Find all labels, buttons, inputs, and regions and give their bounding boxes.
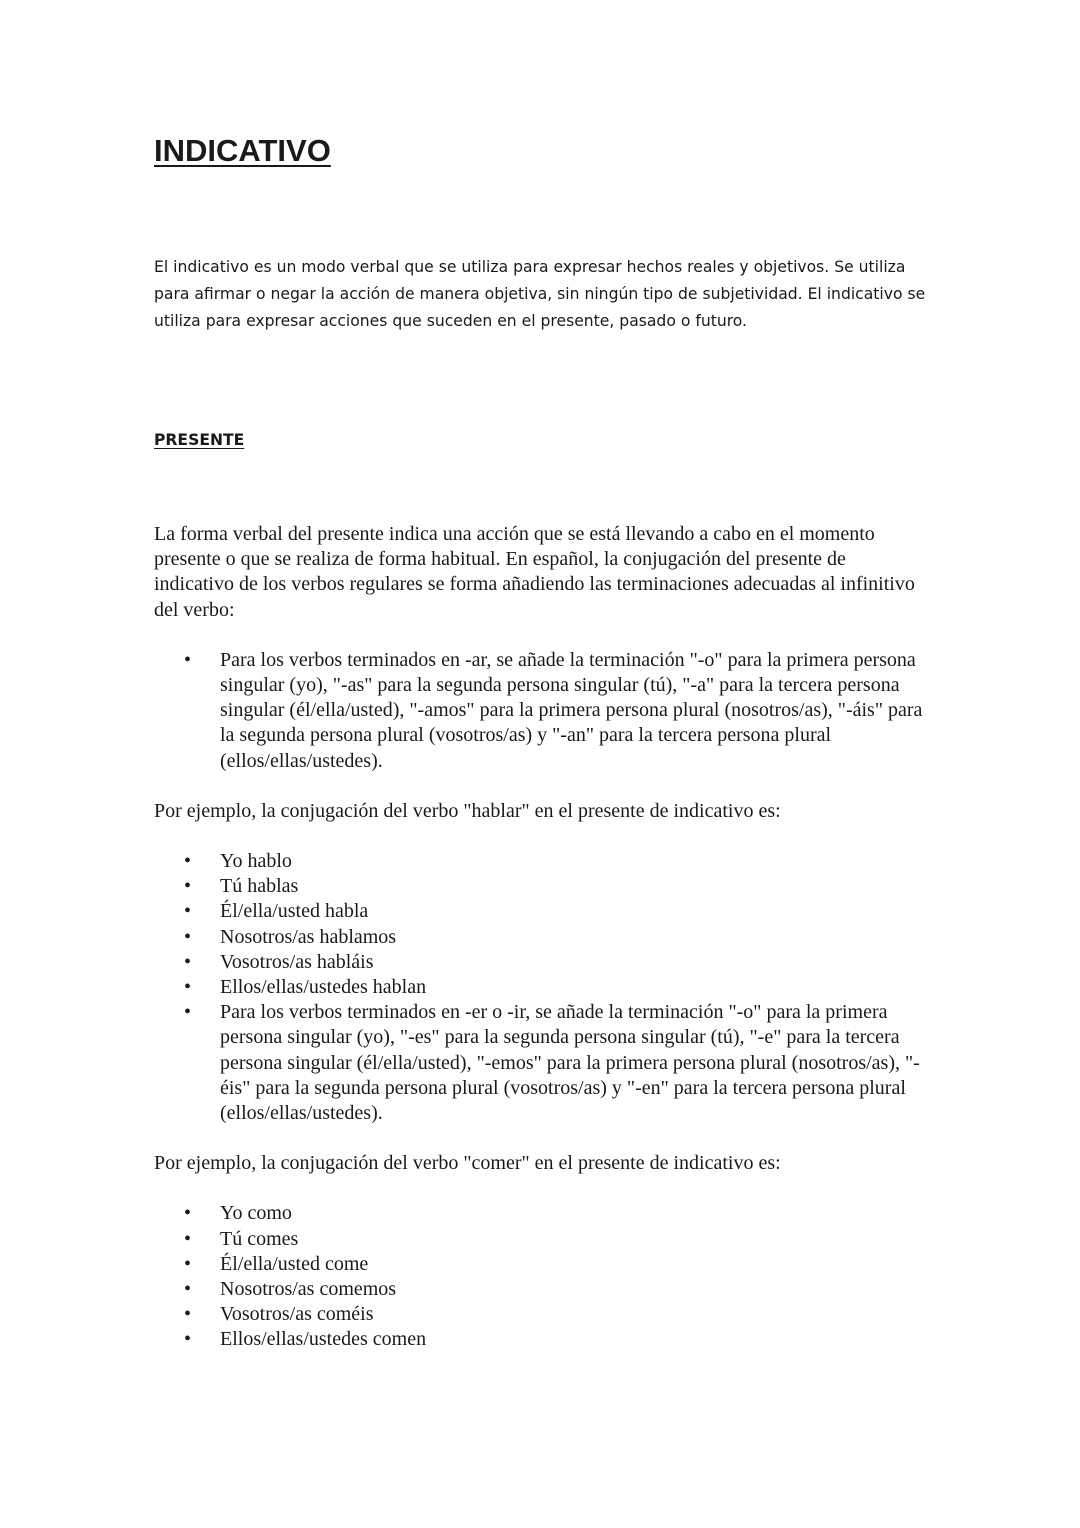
list-item-text: Tú comes [220, 1227, 299, 1250]
list-item [154, 899, 929, 924]
bullet-icon: • [184, 925, 192, 948]
example-comer-intro: Por ejemplo, la conjugación del verbo "comer" en el presente de indicativo es: [154, 1152, 781, 1175]
bullet-icon: • [184, 1202, 192, 1225]
list-item [154, 925, 929, 950]
list-item-text: Ellos/ellas/ustedes comen [220, 1328, 427, 1351]
comer-conjugation-list [154, 1201, 929, 1352]
list-item-text: Para los verbos terminados en -ar, se añade la terminación "-o" para la primera persona singular (yo), "-as" para la segunda persona singular (tú), "-a" para la tercera persona singular (él/ella/usted), "-amos" para la primera persona plural (nosotros/as), "-áis" para la segunda persona plural (vosotros/as) y "-an" para la tercera persona plural (ellos/ellas/ustedes). [220, 648, 923, 772]
presente-body [154, 522, 929, 1353]
list-item [154, 1302, 929, 1327]
list-item [154, 1327, 929, 1352]
list-item-text: Nosotros/as comemos [220, 1278, 397, 1301]
list-item-text: Vosotros/as habláis [220, 950, 374, 973]
list-item-text: Yo como [220, 1202, 292, 1225]
list-item [154, 1201, 929, 1226]
section-heading-presente: PRESENTE [154, 431, 245, 449]
bullet-icon: • [184, 1303, 192, 1326]
list-item-text: Para los verbos terminados en -er o -ir, se añade la terminación "-o" para la primera persona singular (yo), "-es" para la segunda persona singular (tú), "-e" para la tercera persona singular (él/ella/usted), "-emos" para la primera persona plural (nosotros/as), "-éis" para la segunda persona plural (vosotros/as) y "-en" para la tercera persona plural (ellos/ellas/ustedes). [220, 1001, 920, 1125]
list-item-er-ir-rule [154, 1000, 929, 1126]
page-title: INDICATIVO [154, 133, 331, 168]
bullet-icon: • [184, 1328, 192, 1351]
intro-paragraph: El indicativo es un modo verbal que se utiliza para expresar hechos reales y objetivos. Se utiliza para afirmar o negar la acción de manera objetiva, sin ningún tipo de subjetividad. El indicativo se utiliza para expresar acciones que suceden en el presente, pasado o futuro. [154, 258, 926, 330]
ar-rule-list [154, 648, 929, 774]
bullet-icon: • [184, 850, 192, 873]
bullet-icon: • [184, 1001, 192, 1024]
example-hablar-intro: Por ejemplo, la conjugación del verbo "hablar" en el presente de indicativo es: [154, 799, 781, 822]
list-item [154, 950, 929, 975]
list-item [154, 975, 929, 1000]
list-item-text: Yo hablo [220, 850, 292, 873]
list-item-text: Nosotros/as hablamos [220, 925, 397, 948]
bullet-icon: • [184, 900, 192, 923]
hablar-conjugation-list [154, 849, 929, 1126]
list-item [154, 1227, 929, 1252]
list-item-text: Él/ella/usted habla [220, 900, 369, 923]
bullet-icon: • [184, 950, 192, 973]
list-item [154, 1277, 929, 1302]
presente-description: La forma verbal del presente indica una acción que se está llevando a cabo en el momento presente o que se realiza de forma habitual. En español, la conjugación del presente de indicativo de los verbos regulares se forma añadiendo las terminaciones adecuadas al infinitivo del verbo: [154, 523, 915, 621]
bullet-icon: • [184, 875, 192, 898]
list-item-text: Vosotros/as coméis [220, 1303, 374, 1326]
bullet-icon: • [184, 1278, 192, 1301]
list-item [154, 874, 929, 899]
list-item [154, 1252, 929, 1277]
bullet-icon: • [184, 976, 192, 999]
bullet-icon: • [184, 1252, 192, 1275]
list-item-text: Él/ella/usted come [220, 1252, 369, 1275]
bullet-icon: • [184, 648, 192, 671]
bullet-icon: • [184, 1227, 192, 1250]
list-item [154, 849, 929, 874]
list-item-ar-rule [154, 648, 929, 774]
list-item-text: Ellos/ellas/ustedes hablan [220, 976, 427, 999]
list-item-text: Tú hablas [220, 875, 299, 898]
